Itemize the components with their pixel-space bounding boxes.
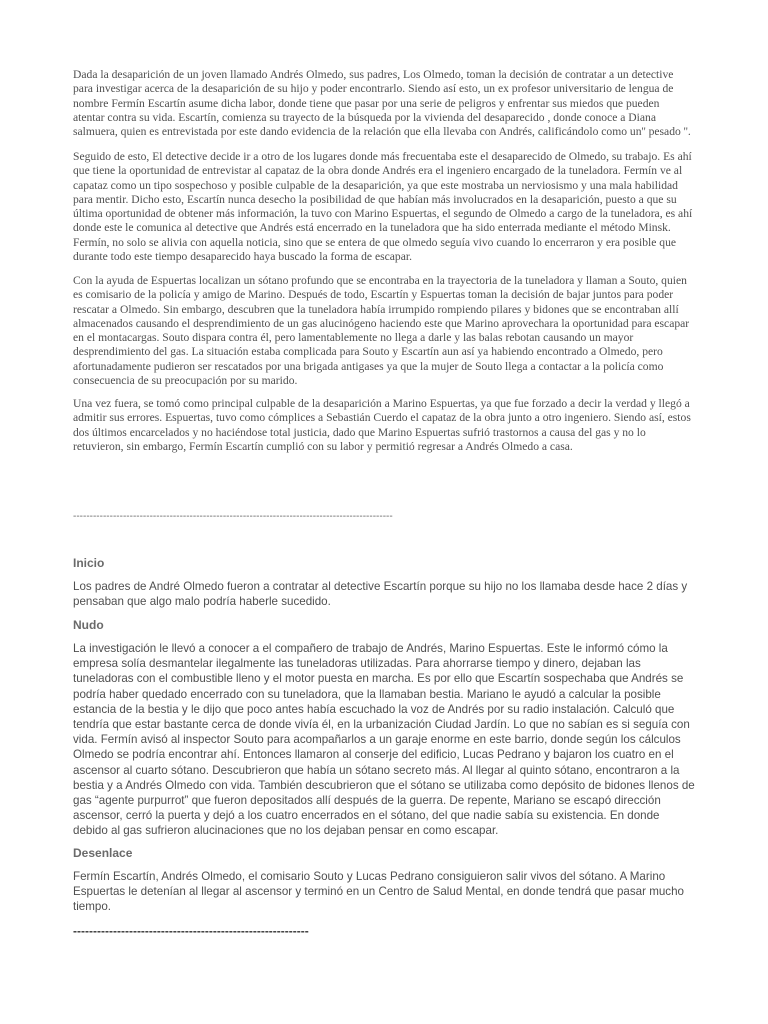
separator-line-bold: ----------------------------------------------------------- [73,924,309,938]
paragraph-text: Una vez fuera, se tomó como principal culpable de la desaparición a Marino Espuertas, ya que fue forzado a decir la verdad y llegó a admitir sus errores. Espuertas, tuvo como cómplices a Sebastián Cuerdo el capataz de la obra junto a otro ingeniero. Siendo así, estos dos últimos encarcelados y no haciéndose total justicia, dado que Marino Espuertas sufrió trastornos a causa del gas y no lo retuvieron, sin embargo, Fermín Escartín cumplió con su labor y permitió regresar a Andrés Olmedo a casa. [73,397,691,453]
paragraph-text: Los padres de André Olmedo fueron a contratar al detective Escartín porque su hijo no los llamaba desde hace 2 días y pensaban que algo malo podría haberle sucedido. [73,580,688,609]
summary-paragraph-3 [73,274,693,388]
summary-paragraph-4 [73,397,693,454]
summary-paragraph-1 [73,68,693,139]
section-heading-nudo: Nudo [73,618,104,632]
paragraph-text: Dada la desaparición de un joven llamado Andrés Olmedo, sus padres, Los Olmedo, toman la decisión de contratar a un detective para investigar acerca de la desaparición de su hijo y poder encontrarlo. Siendo así esto, un ex profesor universitario de lengua de nombre Fermín Escartín asume dicha labor, donde tiene que pasar por una serie de peligros y enfrentar sus miedos que pueden atentar contra su vida. Escartín, comienza su trayecto de la búsqueda por la vivienda del desaparecido , donde conoce a Diana salmuera, quien es entrevistada por este dando evidencia de la relación que ella llevaba con Andrés, calificándolo como un'' pesado ''. [73,68,691,139]
section-heading-inicio: Inicio [73,556,105,570]
paragraph-text: Con la ayuda de Espuertas localizan un sótano profundo que se encontraba en la trayectoria de la tuneladora y llaman a Souto, quien es comisario de la policía y amigo de Marino. Después de todo, Escartín y Espuertas toman la decisión de bajar juntos para poder rescatar a Olmedo. Sin embargo, descubren que la tuneladora había irrumpido rompiendo pilares y bidones que se encontraban allí almacenados causando el desprendimiento de un gas alucinógeno haciendo este que Marino aprovechara la oportunidad para escapar en el montacargas. Souto dispara contra él, pero lamentablemente no llega a darle y las balas rebotan causando un mayor desprendimiento del gas. La situación estaba complicada para Souto y Escartín aun así ya habiendo encontrado a Olmedo, pero afortunadamente pudieron ser rescatados por una brigada antigases ya que la mujer de Souto llega a contactar a la policía como consecuencia de su preocupación por su marido. [73,274,690,388]
paragraph-text: Fermín Escartín, Andrés Olmedo, el comisario Souto y Lucas Pedrano consiguieron salir vivos del sótano. A Marino Espuertas le detenían al llegar al ascensor y terminó en un Centro de Salud Mental, en donde tendrá que pasar mucho tiempo. [73,870,684,914]
paragraph-text: La investigación le llevó a conocer a el compañero de trabajo de Andrés, Marino Espuertas. Este le informó cómo la empresa solía desmantelar ilegalmente las tuneladoras utilizadas. Para ahorrarse tiempo y dinero, dejaban las tuneladoras con el combustible lleno y el motor puesta en marcha. Es por ello que Escartín sospechaba que Andrés se podría haber quedado encerrado con su tuneladora, que la llamaban bestia. Mariano le ayudó a calcular la posible estancia de la bestia y le dijo que poco antes había escuchado la voz de Andrés por su radio instalación. Calculó que tendría que estar bastante cerca de donde vivía él, en la urbanización Ciudad Jardín. Lo que no sabían es si seguía con vida. Fermín avisó al inspector Souto para acompañarlos a un garaje enorme en este barrio, donde según los cálculos Olmedo se podría encontrar ahí. Entonces llamaron al conserje del edificio, Lucas Pedrano y bajaron los cuatro en el ascensor al cuarto sótano. Descubrieron que había un sótano secreto más. Al llegar al quinto sótano, encontraron a la bestia y a Andrés Olmedo con vida. También descubrieron que el sótano se utilizaba como depósito de bidones llenos de gas “agente purpurrot” que fueron depositados allí después de la guerra. De repente, Mariano se escapó dirección ascensor, cerró la puerta y dejó a los cuatro encerrados en el sótano, del que nadie sabía su existencia. En donde debido al gas sufrieron alucinaciones que no los dejaban pensar en como escapar. [73,642,695,838]
section-text-desenlace [73,869,695,915]
paragraph-text: Seguido de esto, El detective decide ir a otro de los lugares donde más frecuentaba este el desaparecido de Olmedo, su trabajo. Es ahí que tiene la oportunidad de entrevistar al capataz de la obra donde Andrés era el ingeniero encargado de la tuneladora. Fermín ve al capataz como un tipo sospechoso y posible culpable de la desaparición, ya que este mostraba un nerviosismo y una mala habilidad para mentir. Dicho esto, Escartín nunca desecho la posibilidad de que habían más involucrados en la desaparición, puesto a que su última oportunidad de obtener más información, la tuvo con Marino Espuertas, el segundo de Olmedo a cargo de la tuneladora, es ahí donde este le comunica al detective que Andrés está encerrado en la tuneladora que ha sido enterrada mediante el método Minsk. Fermín, no solo se alivia con aquella noticia, sino que se entera de que olmedo seguía vivo cuando lo encerraron y era posible que durante todo este tiempo desaparecido haya buscado la forma de escapar. [73,150,693,264]
separator-line: ------------------------------------------------------------------------------------------------ [73,511,393,522]
section-heading-desenlace: Desenlace [73,846,133,860]
section-text-inicio [73,579,695,609]
section-text-nudo [73,641,695,839]
summary-paragraph-2 [73,150,693,264]
